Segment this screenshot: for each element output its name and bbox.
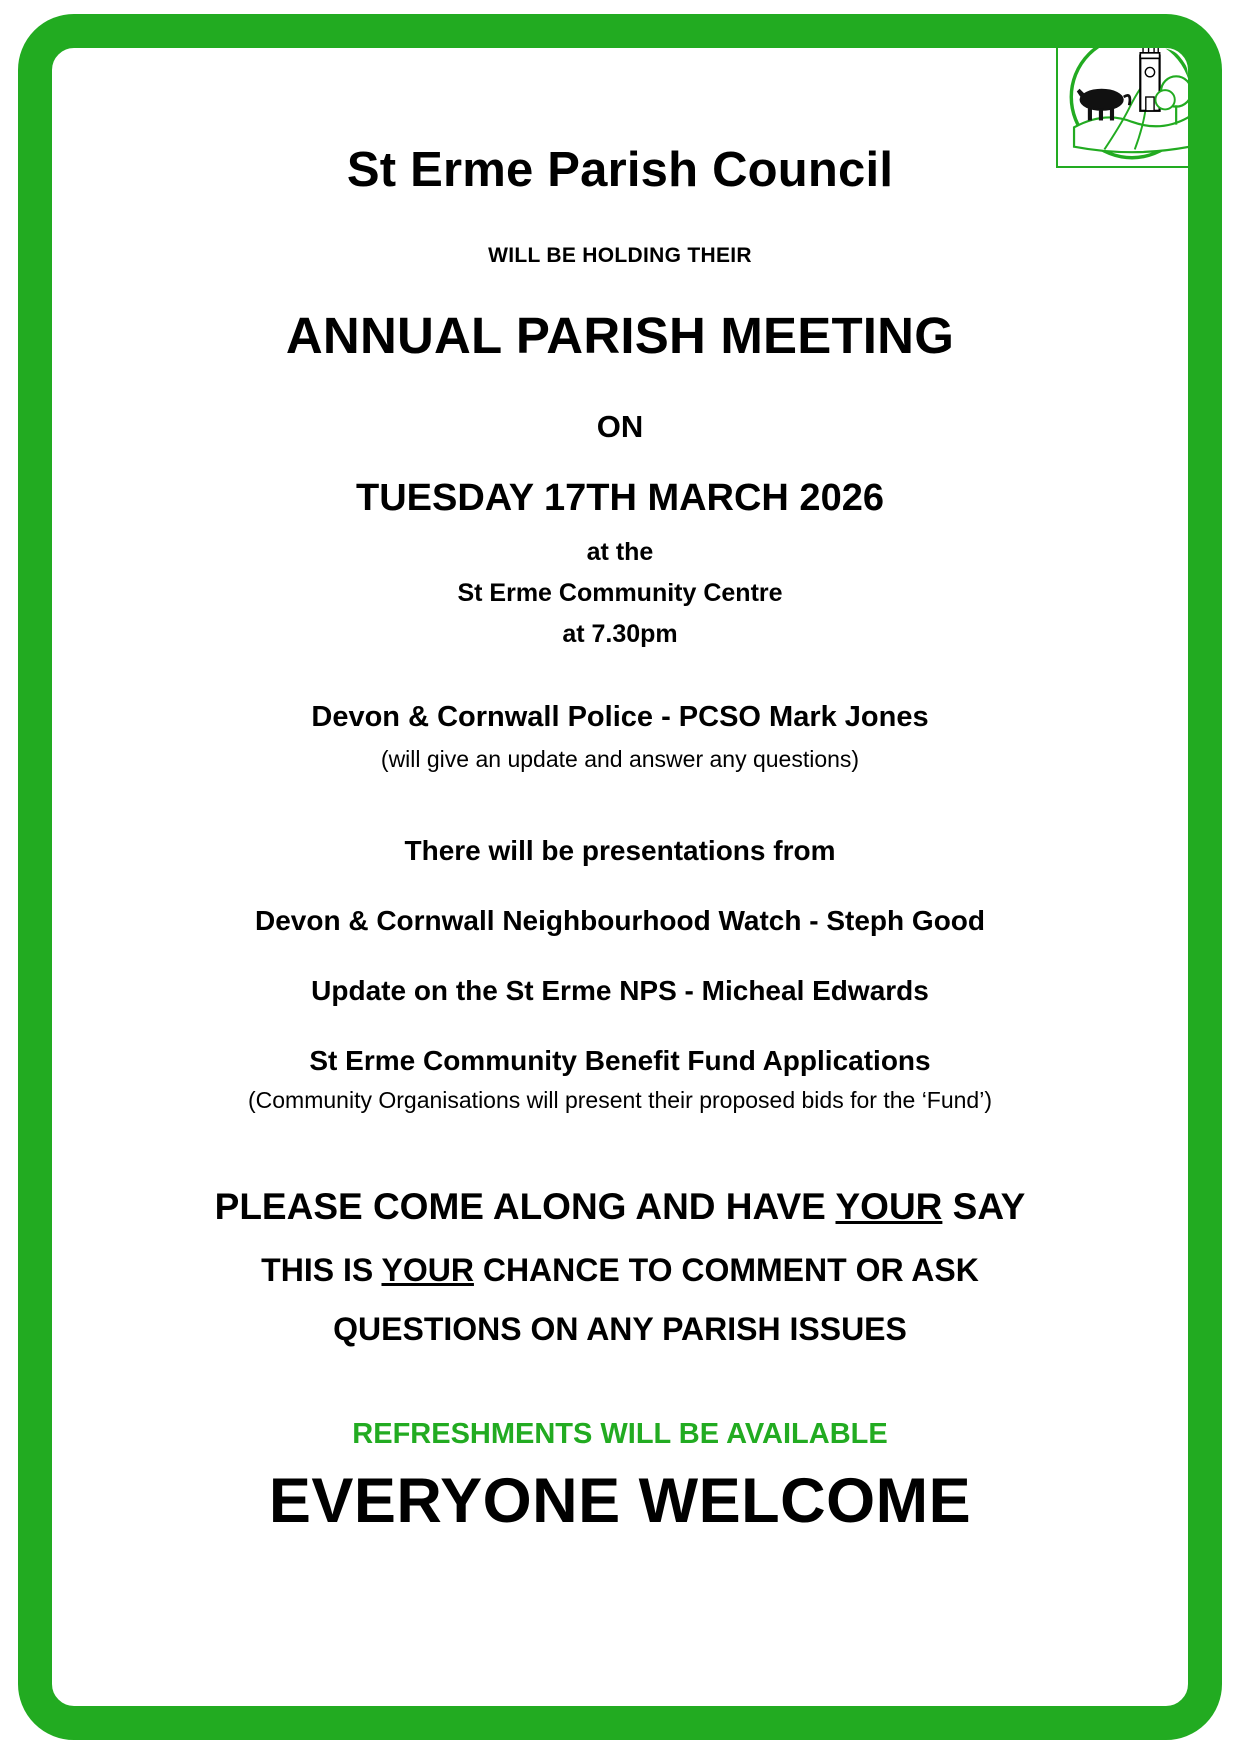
refreshments-notice: REFRESHMENTS WILL BE AVAILABLE (352, 1417, 888, 1450)
cta2-emphasis: YOUR (381, 1251, 474, 1288)
presentation-item: St Erme Community Benefit Fund Applications (309, 1044, 931, 1076)
event-headline: ANNUAL PARISH MEETING (285, 306, 955, 364)
subtitle: WILL BE HOLDING THEIR (488, 243, 752, 267)
presentation-item: Update on the St Erme NPS - Micheal Edwards (311, 974, 929, 1006)
guest-speaker-note: (will give an update and answer any questions) (380, 745, 860, 772)
cta1-emphasis: YOUR (835, 1185, 943, 1227)
call-to-action-line-2 (104, 1252, 1136, 1289)
presentation-item: Devon & Cornwall Neighbourhood Watch - Steph Good (254, 904, 986, 936)
poster-inner-panel (52, 48, 1188, 1706)
event-date: TUESDAY 17TH MARCH 2026 (356, 476, 884, 519)
cta2-before: THIS IS (261, 1251, 382, 1288)
poster (18, 14, 1222, 1740)
cta2-after: CHANCE TO COMMENT OR ASK (473, 1251, 979, 1288)
on-label: ON (596, 408, 644, 444)
guest-speaker: Devon & Cornwall Police - PCSO Mark Jones (311, 700, 929, 733)
event-time: at 7.30pm (562, 619, 678, 648)
venue-prefix: at the (586, 537, 654, 566)
presentations-intro: There will be presentations from (404, 834, 836, 866)
poster-content (52, 48, 1188, 1706)
cta1-before: PLEASE COME ALONG AND HAVE (214, 1185, 836, 1227)
call-to-action-line-3: QUESTIONS ON ANY PARISH ISSUES (333, 1310, 907, 1347)
cta1-after: SAY (942, 1185, 1026, 1227)
call-to-action-line-1 (104, 1186, 1136, 1228)
venue-name: St Erme Community Centre (457, 578, 783, 607)
presentations-note: (Community Organisations will present their proposed bids for the ‘Fund’) (248, 1086, 992, 1113)
parish-crest-logo (1056, 48, 1188, 168)
welcome-banner: EVERYONE WELCOME (268, 1465, 972, 1536)
page-title: St Erme Parish Council (346, 143, 894, 197)
